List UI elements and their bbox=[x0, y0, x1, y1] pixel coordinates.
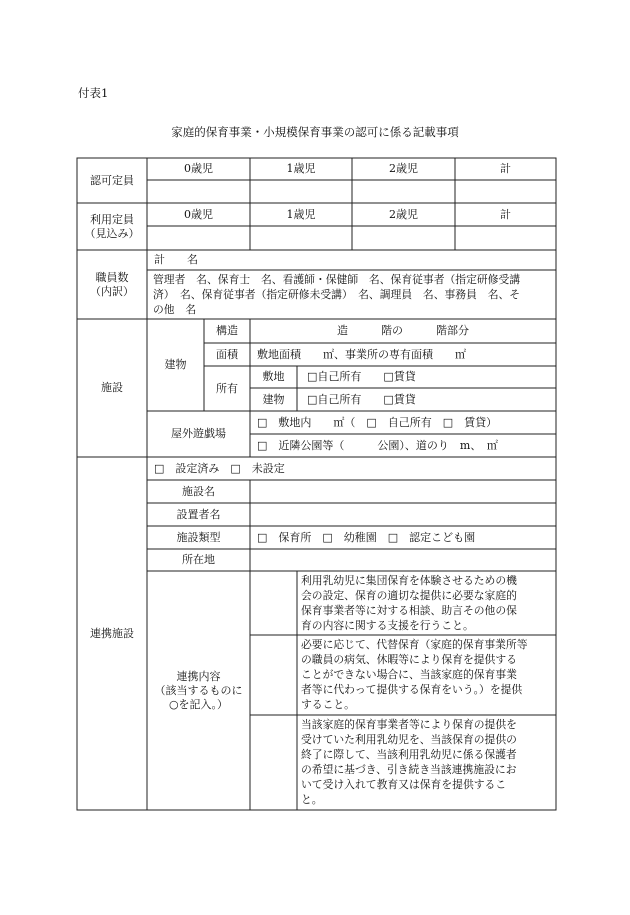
partner-name-label: 施設名 bbox=[182, 484, 215, 498]
usage-label bbox=[77, 203, 147, 250]
usage-input-age2[interactable] bbox=[352, 226, 455, 250]
staff-detail-line: 済） 名、保育従事者（指定研修未受講） 名、調理員 名、事務員 名、そ bbox=[153, 288, 521, 301]
partner-content-label bbox=[147, 571, 250, 810]
capacity-input-age2[interactable] bbox=[352, 180, 455, 203]
partner-content-mark-3[interactable] bbox=[250, 715, 297, 810]
item-text-line: 必要に応じて、代替保育（家庭的保育事業所等 bbox=[301, 638, 528, 651]
usage-col-age1: 1歳児 bbox=[286, 207, 316, 221]
staff-detail-line: の他 名 bbox=[153, 303, 197, 316]
item-text-line: すること。 bbox=[301, 698, 355, 711]
partner-location-label: 所在地 bbox=[182, 553, 215, 566]
usage-col-age2: 2歳児 bbox=[389, 207, 418, 221]
item-text-line: 受けていた利用乳幼児を、当該保育の提供の bbox=[301, 733, 517, 746]
facility-playground-label: 屋外遊戯場 bbox=[171, 427, 226, 440]
facility-building-label: 建物 bbox=[164, 358, 187, 371]
facility-label: 施設 bbox=[101, 381, 123, 394]
capacity-input-age1[interactable] bbox=[250, 180, 352, 203]
document-title: 家庭的保育事業・小規模保育事業の認可に係る記載事項 bbox=[171, 125, 459, 139]
item-text-line: 者等に代わって提供する保育をいう。）を提供 bbox=[301, 683, 523, 696]
item-text-line: 終了に際して、当該利用乳幼児に係る保護者 bbox=[301, 748, 517, 761]
usage-label-line2: （見込み） bbox=[84, 226, 140, 240]
capacity-input-total[interactable] bbox=[455, 180, 556, 203]
item-text-line: 当該家庭的保育事業者等により保育の提供を bbox=[301, 718, 517, 731]
partner-content-mark-1[interactable] bbox=[250, 571, 297, 635]
staff-label-line2: （内訳） bbox=[90, 284, 134, 298]
staff-label-line1: 職員数 bbox=[95, 270, 129, 284]
facility-structure-value[interactable]: 造 階の 階部分 bbox=[337, 324, 469, 337]
item-text-line: いて受け入れて教育又は保育を提供するこ bbox=[301, 778, 507, 791]
usage-input-total[interactable] bbox=[455, 226, 556, 250]
item-text-line: 利用乳幼児に集団保育を体験させるための機 bbox=[301, 574, 517, 587]
capacity-col-age1: 1歳児 bbox=[286, 162, 316, 175]
capacity-label: 認可定員 bbox=[90, 173, 134, 187]
facility-structure-label: 構造 bbox=[216, 324, 238, 337]
usage-input-age0[interactable] bbox=[147, 226, 250, 250]
partner-label: 連携施設 bbox=[90, 626, 134, 640]
partner-content-label-line3: ○を記入。） bbox=[168, 697, 229, 711]
usage-input-age1[interactable] bbox=[250, 226, 352, 250]
usage-col-total: 計 bbox=[500, 207, 511, 221]
item-text-line: 会の設定、保育の適切な提供に必要な家庭的 bbox=[301, 589, 517, 602]
item-text-line: ことができない場合に、当該家庭的保育事業 bbox=[301, 668, 517, 681]
item-text-line: と。 bbox=[301, 793, 323, 806]
partner-content-item-3 bbox=[301, 717, 555, 807]
staff-detail-line: 管理者 名、保育士 名、看護師・保健師 名、保育従事者（指定研修受講 bbox=[153, 273, 521, 286]
facility-bldg-label: 建物 bbox=[262, 392, 285, 406]
capacity-input-age0[interactable] bbox=[147, 180, 250, 203]
partner-content-item-2 bbox=[301, 637, 555, 712]
item-text-line: の職員の病気、休暇等により保育を提供する bbox=[301, 653, 517, 666]
partner-content-item-1 bbox=[301, 573, 555, 633]
capacity-col-age0: 0歳児 bbox=[184, 162, 213, 175]
item-text-line: 育の内容に関する支援を行うこと。 bbox=[301, 619, 474, 632]
facility-ownership-label: 所有 bbox=[216, 381, 238, 395]
staff-label bbox=[77, 250, 147, 319]
facility-area-label: 面積 bbox=[216, 347, 238, 361]
staff-total[interactable]: 計 名 bbox=[154, 253, 198, 266]
usage-col-age0: 0歳児 bbox=[184, 207, 213, 221]
partner-founder-label: 設置者名 bbox=[176, 507, 221, 521]
partner-content-mark-2[interactable] bbox=[250, 635, 297, 715]
partner-type-options[interactable]: □ 保育所 □ 幼稚園 □ 認定こども園 bbox=[257, 530, 476, 544]
partner-name-input[interactable] bbox=[250, 480, 556, 503]
facility-land-ownership[interactable]: □自己所有 □賃貸 bbox=[307, 370, 416, 383]
item-text-line: 保育事業者等に対する相談、助言その他の保 bbox=[301, 604, 517, 617]
staff-detail[interactable] bbox=[153, 272, 555, 317]
item-text-line: の希望に基づき、引き続き当該連携施設にお bbox=[301, 763, 517, 776]
partner-status[interactable]: □ 設定済み □ 未設定 bbox=[154, 461, 285, 475]
partner-location-input[interactable] bbox=[250, 549, 556, 571]
facility-land-label: 敷地 bbox=[262, 370, 285, 383]
partner-content-label-line2: （該当するものに bbox=[154, 683, 243, 697]
usage-label-line1: 利用定員 bbox=[90, 212, 134, 226]
partner-type-label: 施設類型 bbox=[176, 530, 221, 544]
partner-founder-input[interactable] bbox=[250, 503, 556, 526]
capacity-col-total: 計 bbox=[500, 162, 511, 175]
partner-content-label-line1: 連携内容 bbox=[176, 669, 221, 683]
facility-bldg-ownership[interactable]: □自己所有 □賃貸 bbox=[307, 392, 416, 406]
capacity-col-age2: 2歳児 bbox=[389, 162, 418, 175]
facility-playground-onsite[interactable]: □ 敷地内 ㎡（ □ 自己所有 □ 賃貸） bbox=[257, 415, 498, 429]
facility-area-value[interactable]: 敷地面積 ㎡、事業所の専有面積 ㎡ bbox=[257, 347, 466, 361]
annex-label: 付表1 bbox=[78, 86, 109, 100]
facility-playground-park[interactable]: □ 近隣公園等（ 公園）、道のり m、 ㎡ bbox=[257, 438, 498, 452]
